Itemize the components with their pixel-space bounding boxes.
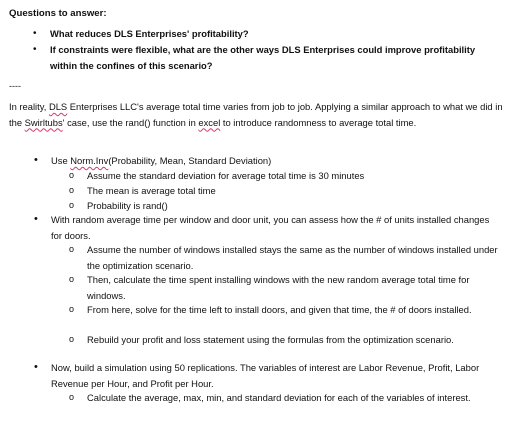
sub-bullet-icon: o [69, 304, 75, 314]
sub-bullet-icon: o [69, 185, 75, 195]
bullet-3: Now, build a simulation using 50 replications. The variables of interest are Labor Revenue, Profit, Labor Revenue per Hour, and Profit per Hour. [51, 362, 480, 389]
sub-bullet-1-3: Probability is rand() [87, 200, 168, 211]
spellcheck-word: Norm.Inv [70, 155, 109, 166]
question-2: If constraints were flexible, what are the other ways DLS Enterprises could improve profitability within the confines of this scenario? [50, 44, 476, 71]
sub-bullet-icon: o [69, 244, 75, 254]
sub-bullet-icon: o [69, 170, 75, 180]
sub-bullet-2-1: Assume the number of windows installed stays the same as the number of windows installed under the optimization scenario. [87, 244, 498, 271]
sub-bullet-icon: o [69, 274, 75, 284]
intro-paragraph: In reality, DLS Enterprises LLC's average total time varies from job to job. Applying a similar approach to what we did in the Swirltubs' case, use the rand() function in excel to introduce randomness to average total time. [9, 101, 503, 128]
spellcheck-word: Swirltubs [24, 116, 63, 128]
sub-bullet-2-2: Then, calculate the time spent installing windows with the new random average total time for windows. [87, 274, 470, 301]
bullet-icon: • [34, 361, 38, 373]
question-1: What reduces DLS Enterprises' profitability? [50, 28, 249, 39]
sub-bullet-1-2: The mean is average total time [87, 185, 216, 196]
sub-bullet-icon: o [69, 200, 75, 210]
separator: ---- [9, 81, 21, 91]
bullet-icon: • [34, 213, 38, 225]
bullet-icon: • [33, 44, 37, 55]
questions-heading: Questions to answer: [9, 8, 107, 19]
bullet-1: Use Norm.Inv(Probability, Mean, Standard Deviation) [51, 155, 272, 166]
spellcheck-word: excel [198, 116, 221, 128]
bullet-icon: • [34, 154, 38, 166]
sub-bullet-2-3: From here, solve for the time left to install doors, and given that time, the # of doors installed. [87, 304, 472, 315]
sub-bullet-1-1: Assume the standard deviation for average total time is 30 minutes [87, 170, 365, 181]
bullet-icon: • [33, 28, 37, 39]
spellcheck-word: DLS [48, 101, 68, 112]
sub-bullet-3-1: Calculate the average, max, min, and standard deviation for each of the variables of interest. [87, 392, 471, 403]
sub-bullet-icon: o [69, 392, 75, 402]
bullet-2: With random average time per window and door unit, you can assess how the # of units installed changes for doors. [51, 214, 490, 241]
sub-bullet-2-4: Rebuild your profit and loss statement using the formulas from the optimization scenario. [87, 334, 454, 345]
sub-bullet-icon: o [69, 334, 75, 344]
